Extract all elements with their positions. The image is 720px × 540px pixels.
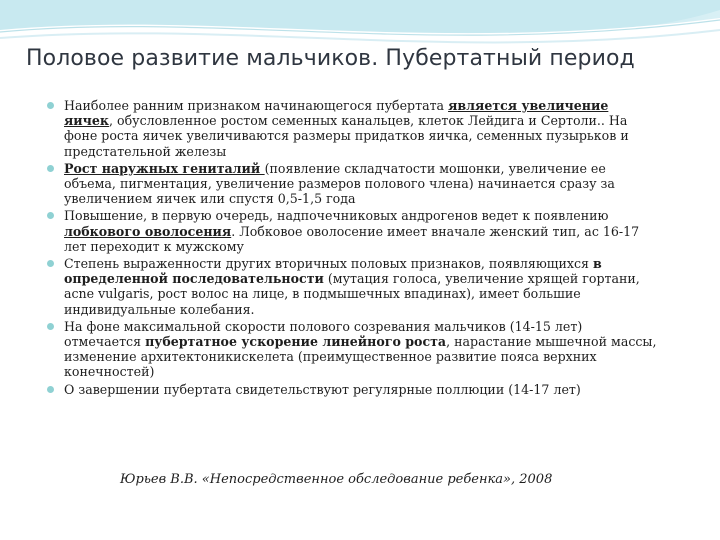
list-item xyxy=(46,161,658,207)
list-item-text: является увеличение яичек xyxy=(64,98,609,129)
list-item-text: пубертатное ускорение линейного роста xyxy=(145,334,447,350)
list-item-text: Степень выраженности других вторичных половых признаков, появляющихся xyxy=(64,256,594,272)
list-item xyxy=(46,256,658,317)
list-item-text: лобкового оволосения xyxy=(64,223,232,239)
bullet-dot-icon xyxy=(47,165,54,172)
list-item-text: Рост наружных гениталий xyxy=(64,160,265,176)
list-item-text: , обусловленное ростом семенных канальцев, клеток Лейдига и Сертоли.. На фоне роста яичек увеличиваются размеры придатков яичка, семенных пузырьков и предстательной железы xyxy=(64,113,629,159)
bullet-dot-icon xyxy=(47,102,54,109)
list-item-text: , нарастание мышечной массы, изменение архитектоникискелета (преимущественное развитие пояса верхних конечностей) xyxy=(64,334,657,380)
bullet-dot-icon xyxy=(47,323,54,330)
citation: Юрьев В.В. «Непосредственное обследование ребенка», 2008 xyxy=(120,472,553,487)
list-item xyxy=(46,319,658,380)
bullet-list xyxy=(46,98,658,399)
list-item xyxy=(46,382,658,397)
list-item-text: Повышение, в первую очередь, надпочечниковых андрогенов ведет к появлению xyxy=(64,208,609,224)
list-item-text: На фоне максимальной скорости полового созревания мальчиков (14-15 лет) отмечается xyxy=(64,318,583,350)
bullet-dot-icon xyxy=(47,386,54,393)
list-item-text: . Лобковое оволосение имеет вначале женский тип, ас 16-17 лет переходит к мужскому xyxy=(64,223,640,254)
slide-title: Половое развитие мальчиков. Пубертатный период xyxy=(26,46,635,71)
list-item-text: (мутация голоса, увеличение хрящей гортани, acne vulgaris, рост волос на лице, в подмышечных впадинах), имеет большие индивидуальные колебания. xyxy=(64,271,640,317)
bullet-dot-icon xyxy=(47,260,54,267)
list-item-text: О завершении пубертата свидетельствуют регулярные поллюции (14-17 лет) xyxy=(64,381,581,397)
list-item xyxy=(46,98,658,159)
list-item-text: в определенной последовательности xyxy=(64,256,602,287)
bullet-dot-icon xyxy=(47,212,54,219)
list-item-text: (появление складчатости мошонки, увеличение ее объема, пигментация, увеличение размеров полового члена) начинается сразу за увеличением яичек или спустя 0,5-1,5 года xyxy=(64,160,615,207)
list-item xyxy=(46,208,658,254)
list-item-text: Наиболее ранним признаком начинающегося пубертата xyxy=(64,98,449,113)
